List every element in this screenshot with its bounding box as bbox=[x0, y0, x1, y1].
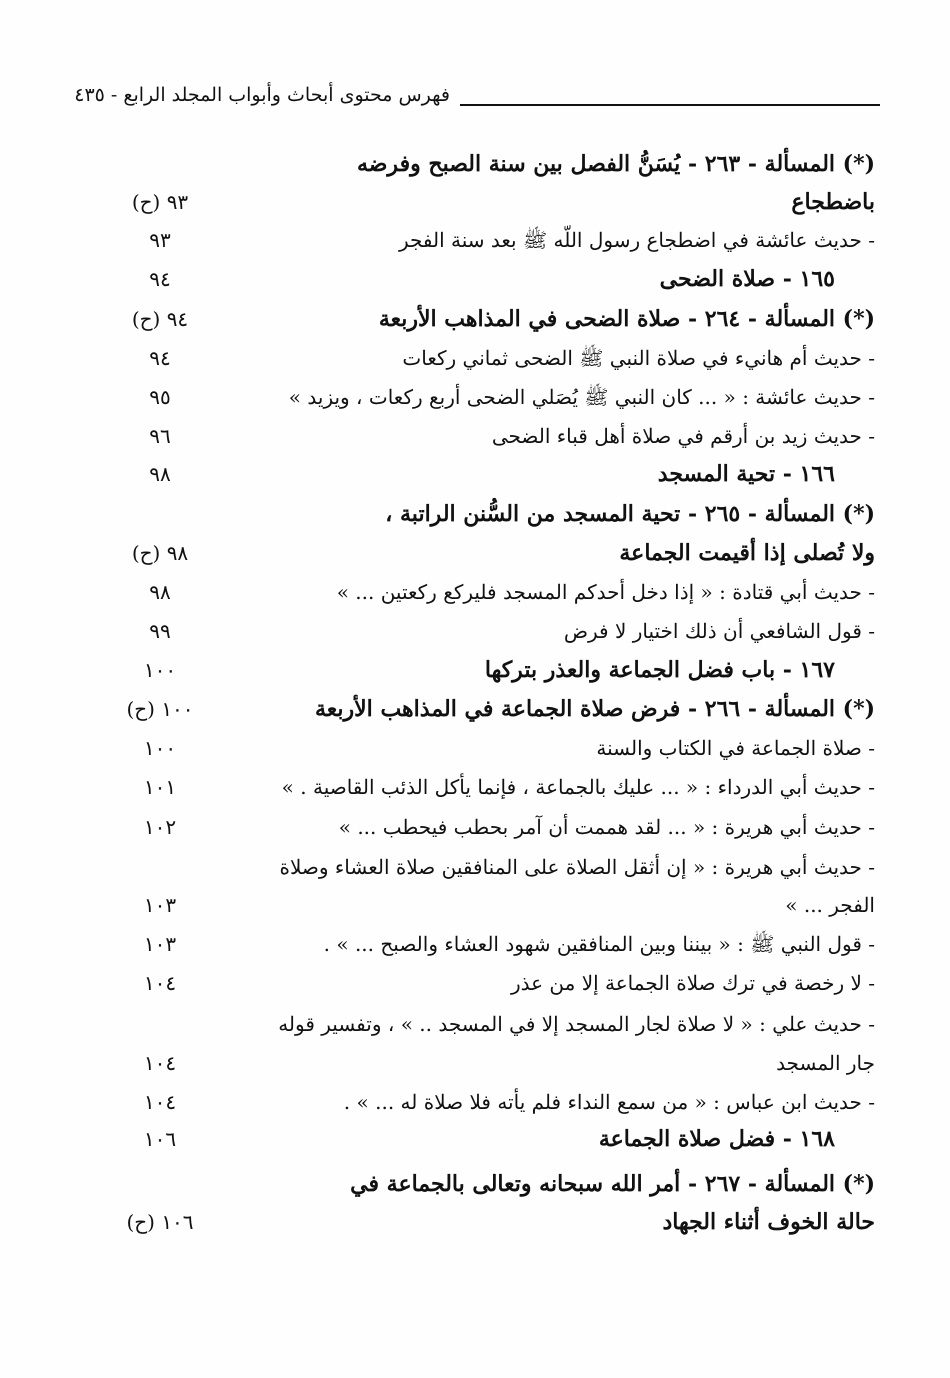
entry-text: ١٦٧ - باب فضل الجماعة والعذر بتركها bbox=[484, 657, 835, 683]
index-entry bbox=[110, 964, 875, 1002]
entry-page: ٩٤ (ح) bbox=[131, 307, 189, 331]
entry-text: - قول النبي ﷺ : « بيننا وبين المنافقين شهود العشاء والصبح ... » . bbox=[323, 932, 875, 956]
page-header bbox=[74, 84, 880, 118]
entry-page: ٩٤ bbox=[149, 346, 171, 370]
entry-text: - حديث أبي قتادة : « إذا دخل أحدكم المسجد فليركع ركعتين ... » bbox=[336, 580, 875, 604]
entry-text: ١٦٥ - صلاة الضحى bbox=[659, 266, 835, 292]
entry-page: ٩٩ bbox=[149, 619, 171, 643]
entry-page: ١٠٦ bbox=[143, 1127, 177, 1151]
entry-text: - صلاة الجماعة في الكتاب والسنة bbox=[596, 736, 875, 760]
entry-page: ١٠٠ bbox=[143, 658, 177, 682]
index-entry bbox=[110, 768, 875, 806]
index-entry bbox=[110, 1044, 875, 1082]
entry-text: - حديث أبي هريرة : « ... لقد هممت أن آمر بحطب فيحطب ... » bbox=[338, 815, 875, 839]
index-entry bbox=[110, 183, 875, 221]
entry-page: ٩٥ bbox=[149, 385, 171, 409]
index-entry bbox=[110, 1083, 875, 1121]
entry-page: ١٠٠ bbox=[143, 736, 177, 760]
entry-text: - حديث عائشة في اضطجاع رسول اللّه ﷺ بعد سنة الفجر bbox=[398, 228, 875, 252]
entry-page: ٩٦ bbox=[149, 424, 171, 448]
entry-page: ١٠٣ bbox=[143, 932, 177, 956]
index-entry bbox=[110, 339, 875, 377]
entry-text: (*) المسألة - ٢٦٤ - صلاة الضحى في المذاهب الأربعة bbox=[378, 306, 875, 332]
index-entry bbox=[110, 729, 875, 767]
index-entry bbox=[110, 534, 875, 572]
entry-text: جار المسجد bbox=[776, 1051, 875, 1075]
entry-text: ١٦٨ - فضل صلاة الجماعة bbox=[598, 1126, 835, 1152]
entry-text: (*) المسألة - ٢٦٧ - أمر الله سبحانه وتعالى بالجماعة في bbox=[350, 1171, 875, 1197]
entry-text: باضطجاع bbox=[791, 189, 875, 215]
entry-text: - حديث عائشة : « ... كان النبي ﷺ يُصَلي الضحى أربع ركعات ، ويزيد » bbox=[288, 385, 875, 409]
entry-page: ١٠٦ (ح) bbox=[126, 1210, 194, 1234]
entry-text: حالة الخوف أثناء الجهاد bbox=[662, 1209, 875, 1235]
entry-page: ١٠٠ (ح) bbox=[126, 697, 194, 721]
index-entry bbox=[110, 808, 875, 846]
index-entry bbox=[110, 417, 875, 455]
header-title: فهرس محتوى أبحاث وأبواب المجلد الرابع - ٤٣٥ bbox=[74, 84, 450, 106]
entry-text: ولا تُصلى إذا أقيمت الجماعة bbox=[619, 540, 875, 566]
entry-text: - حديث أبي الدرداء : « ... عليك بالجماعة ، فإنما يأكل الذئب القاصية . » bbox=[281, 775, 875, 799]
entry-text: - حديث زيد بن أرقم في صلاة أهل قباء الضحى bbox=[491, 424, 875, 448]
index-entry bbox=[110, 651, 875, 689]
entry-text: - لا رخصة في ترك صلاة الجماعة إلا من عذر bbox=[510, 971, 875, 995]
entry-text: - حديث علي : « لا صلاة لجار المسجد إلا في المسجد .. » ، وتفسير قوله bbox=[278, 1012, 875, 1036]
entry-page: ٩٣ (ح) bbox=[131, 190, 189, 214]
entry-text: (*) المسألة - ٢٦٥ - تحية المسجد من السُّنن الراتبة ، bbox=[385, 501, 875, 527]
index-entry bbox=[110, 455, 875, 493]
index-entry bbox=[110, 886, 875, 924]
index-entry bbox=[110, 848, 875, 886]
index-entry bbox=[110, 300, 875, 338]
entry-page: ١٠٤ bbox=[143, 971, 177, 995]
index-entry bbox=[110, 1165, 875, 1203]
index-entry bbox=[110, 612, 875, 650]
index-entry bbox=[110, 925, 875, 963]
index-entry bbox=[110, 690, 875, 728]
entry-text: (*) المسألة - ٢٦٣ - يُسَنُّ الفصل بين سنة الصبح وفرضه bbox=[356, 151, 875, 177]
index-entry bbox=[110, 573, 875, 611]
entry-page: ١٠٤ bbox=[143, 1090, 177, 1114]
index-entry bbox=[110, 495, 875, 533]
header-rule bbox=[460, 104, 880, 106]
index-entry bbox=[110, 1203, 875, 1241]
index-entry bbox=[110, 378, 875, 416]
entry-page: ١٠٤ bbox=[143, 1051, 177, 1075]
entry-page: ٩٣ bbox=[149, 228, 171, 252]
entry-text: الفجر ... » bbox=[785, 893, 875, 917]
index-entry bbox=[110, 260, 875, 298]
entry-page: ١٠٢ bbox=[143, 815, 177, 839]
index-entry bbox=[110, 145, 875, 183]
entry-text: - حديث ابن عباس : « من سمع النداء فلم يأته فلا صلاة له ... » . bbox=[343, 1090, 875, 1114]
index-entry bbox=[110, 1120, 875, 1158]
entry-text: - قول الشافعي أن ذلك اختيار لا فرض bbox=[563, 619, 875, 643]
index-entry bbox=[110, 1005, 875, 1043]
entry-text: ١٦٦ - تحية المسجد bbox=[657, 461, 835, 487]
entry-text: - حديث أبي هريرة : « إن أثقل الصلاة على المنافقين صلاة العشاء وصلاة bbox=[279, 855, 875, 879]
entry-page: ١٠١ bbox=[143, 775, 177, 799]
entry-page: ٩٨ bbox=[149, 462, 171, 486]
entry-page: ٩٤ bbox=[149, 267, 171, 291]
entry-text: (*) المسألة - ٢٦٦ - فرض صلاة الجماعة في المذاهب الأربعة bbox=[314, 696, 875, 722]
entry-page: ٩٨ (ح) bbox=[131, 541, 189, 565]
entry-page: ٩٨ bbox=[149, 580, 171, 604]
entry-page: ١٠٣ bbox=[143, 893, 177, 917]
index-entry bbox=[110, 221, 875, 259]
entry-text: - حديث أم هانيء في صلاة النبي ﷺ الضحى ثماني ركعات bbox=[402, 346, 875, 370]
